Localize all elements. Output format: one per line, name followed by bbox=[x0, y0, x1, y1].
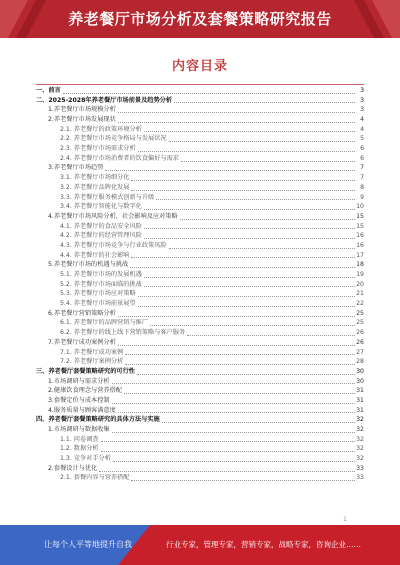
toc-entry-page: 4 bbox=[360, 116, 364, 124]
toc-entry[interactable] bbox=[36, 406, 364, 416]
toc-entry-page: 3 bbox=[360, 96, 364, 104]
toc-entry-page: 6 bbox=[360, 145, 364, 153]
toc-entry-page: 15 bbox=[356, 222, 364, 230]
toc-leader-dots bbox=[131, 480, 355, 481]
toc-entry-page: 26 bbox=[356, 338, 364, 346]
toc-entry-page: 4 bbox=[360, 125, 364, 133]
toc-entry[interactable] bbox=[36, 309, 364, 319]
toc-entry-page: 30 bbox=[356, 367, 364, 375]
toc-entry-title: 4.养老餐厅市场风险分析，社会影响及应对策略 bbox=[48, 212, 178, 220]
toc-entry[interactable] bbox=[36, 299, 364, 309]
toc-entry-page: 31 bbox=[356, 387, 364, 395]
toc-leader-dots bbox=[101, 451, 355, 452]
toc-entry-page: 26 bbox=[356, 329, 364, 337]
toc-entry-page: 3 bbox=[360, 86, 364, 94]
toc-entry[interactable] bbox=[36, 144, 364, 154]
toc-entry[interactable] bbox=[36, 202, 364, 212]
toc-entry-page: 31 bbox=[356, 406, 364, 414]
toc-entry-page: 20 bbox=[356, 280, 364, 288]
toc-entry-title: 1.3. 竞争对手分析 bbox=[60, 455, 111, 463]
toc-entry-page: 25 bbox=[356, 319, 364, 327]
toc-entry-page: 15 bbox=[356, 212, 364, 220]
toc-entry[interactable] bbox=[36, 212, 364, 222]
toc-entry-title: 6.1. 养老餐厅的品牌营销与推广 bbox=[60, 319, 149, 327]
toc-leader-dots bbox=[138, 296, 355, 297]
toc-entry[interactable] bbox=[36, 328, 364, 338]
toc-leader-dots bbox=[125, 354, 355, 355]
toc-entry[interactable] bbox=[36, 231, 364, 241]
toc-entry-title: 5.2. 养老餐厅市场面临的挑战 bbox=[60, 280, 142, 288]
toc-entry-title: 2.2. 养老餐厅市场竞争格局与发展状况 bbox=[60, 135, 167, 143]
toc-entry-page: 25 bbox=[356, 309, 364, 317]
page-number: 1 bbox=[343, 516, 347, 523]
toc-leader-dots bbox=[112, 383, 355, 384]
toc-leader-dots bbox=[144, 228, 355, 229]
toc-leader-dots bbox=[125, 364, 355, 365]
toc-leader-dots bbox=[181, 161, 355, 162]
toc-entry-title: 3.1. 养老餐厅市场细分化 bbox=[60, 174, 130, 182]
toc-entry[interactable] bbox=[36, 415, 364, 425]
table-of-contents bbox=[36, 86, 364, 483]
toc-entry-page: 28 bbox=[356, 358, 364, 366]
toc-entry[interactable] bbox=[36, 134, 364, 144]
toc-entry[interactable] bbox=[36, 280, 364, 290]
toc-entry-page: 30 bbox=[356, 377, 364, 385]
report-title: 养老餐厅市场分析及套餐策略研究报告 bbox=[68, 10, 332, 28]
toc-entry[interactable] bbox=[36, 425, 364, 435]
toc-entry[interactable] bbox=[36, 251, 364, 261]
toc-leader-dots bbox=[118, 112, 355, 113]
toc-entry-title: 2.3. 养老餐厅市场需求分析 bbox=[60, 145, 136, 153]
toc-entry-title: 2.1. 套餐内容与营养搭配 bbox=[60, 474, 130, 482]
toc-entry-page: 33 bbox=[356, 474, 364, 482]
toc-entry[interactable] bbox=[36, 241, 364, 251]
footer-expert-list: 行业专家，管理专家，营销专家，战略专家，咨询企业…… bbox=[166, 540, 361, 549]
toc-leader-dots bbox=[112, 403, 355, 404]
toc-entry[interactable] bbox=[36, 464, 364, 474]
toc-entry-page: 31 bbox=[356, 396, 364, 404]
toc-entry[interactable] bbox=[36, 367, 364, 377]
toc-entry[interactable] bbox=[36, 105, 364, 115]
toc-entry-title: 1.1. 问卷调查 bbox=[60, 435, 99, 443]
toc-leader-dots bbox=[144, 131, 355, 132]
toc-leader-dots bbox=[118, 316, 355, 317]
toc-entry-title: 7.1. 养老餐厅成功案例 bbox=[60, 348, 124, 356]
toc-leader-dots bbox=[63, 93, 355, 94]
toc-entry[interactable] bbox=[36, 386, 364, 396]
toc-entry[interactable] bbox=[36, 96, 364, 106]
toc-leader-dots bbox=[144, 238, 355, 239]
toc-entry-page: 7 bbox=[360, 164, 364, 172]
toc-leader-dots bbox=[131, 257, 355, 258]
toc-leader-dots bbox=[150, 325, 355, 326]
toc-entry-page: 9 bbox=[360, 193, 364, 201]
toc-entry-title: 3.养老餐厅市场趋势 bbox=[48, 164, 104, 172]
toc-entry-page: 32 bbox=[356, 435, 364, 443]
toc-entry-title: 4.2. 养老餐厅的经营管理风险 bbox=[60, 232, 142, 240]
toc-leader-dots bbox=[174, 102, 355, 103]
toc-leader-dots bbox=[138, 306, 355, 307]
toc-leader-dots bbox=[130, 267, 355, 268]
toc-entry[interactable] bbox=[36, 260, 364, 270]
toc-entry-title: 7.2. 养老餐厅案例分析 bbox=[60, 358, 124, 366]
toc-leader-dots bbox=[144, 277, 355, 278]
toc-entry-page: 17 bbox=[356, 251, 364, 259]
toc-leader-dots bbox=[131, 190, 355, 191]
toc-leader-dots bbox=[144, 209, 355, 210]
toc-entry-page: 10 bbox=[356, 203, 364, 211]
toc-entry-page: 8 bbox=[360, 183, 364, 191]
toc-entry[interactable] bbox=[36, 454, 364, 464]
toc-entry-title: 1.市场调研与需求分析 bbox=[48, 377, 110, 385]
toc-entry[interactable] bbox=[36, 173, 364, 183]
toc-entry-title: 2.4. 养老餐厅市场消费者的饮食偏好与需求 bbox=[60, 154, 179, 162]
toc-entry-title: 6.养老餐厅营销策略分析 bbox=[48, 309, 116, 317]
toc-entry-title: 4.服务质量与顾客满意度 bbox=[48, 406, 116, 414]
toc-divider bbox=[36, 84, 364, 85]
toc-entry-title: 二、2025-2028年养老餐厅市场前景及趋势分析 bbox=[36, 96, 173, 104]
toc-entry-page: 3 bbox=[360, 106, 364, 114]
toc-entry-title: 4.4. 养老餐厅的社会影响 bbox=[60, 251, 130, 259]
toc-entry-title: 2.1. 养老餐厅的政策环境分析 bbox=[60, 125, 142, 133]
toc-entry[interactable] bbox=[36, 270, 364, 280]
toc-entry-title: 5.3. 养老餐厅市场应对策略 bbox=[60, 290, 136, 298]
toc-entry-title: 5.4. 养老餐厅市场前景展望 bbox=[60, 300, 136, 308]
toc-entry[interactable] bbox=[36, 183, 364, 193]
toc-leader-dots bbox=[137, 374, 355, 375]
toc-entry-title: 1.市场调研与数据收集 bbox=[48, 426, 110, 434]
toc-entry-page: 33 bbox=[356, 464, 364, 472]
toc-entry-page: 19 bbox=[356, 271, 364, 279]
toc-entry[interactable] bbox=[36, 193, 364, 203]
toc-entry-page: 32 bbox=[356, 426, 364, 434]
toc-entry-page: 27 bbox=[356, 348, 364, 356]
toc-leader-dots bbox=[169, 141, 355, 142]
toc-entry-title: 5.养老餐厅市场的机遇与挑战 bbox=[48, 261, 129, 269]
toc-entry-page: 18 bbox=[356, 261, 364, 269]
toc-entry-page: 16 bbox=[356, 232, 364, 240]
toc-entry-title: 6.2. 养老餐厅的线上线下营销策略与客户服务 bbox=[60, 329, 186, 337]
toc-entry-page: 7 bbox=[360, 174, 364, 182]
toc-entry-page: 32 bbox=[356, 455, 364, 463]
toc-entry[interactable] bbox=[36, 115, 364, 125]
toc-entry[interactable] bbox=[36, 319, 364, 329]
toc-entry-title: 3.套餐定价与成本控制 bbox=[48, 396, 110, 404]
toc-entry-title: 2.套餐设计与优化 bbox=[48, 464, 98, 472]
toc-entry-title: 2.健康饮食理念与营养搭配 bbox=[48, 387, 122, 395]
toc-entry-title: 三、养老餐厅套餐策略研究的可行性 bbox=[36, 367, 135, 375]
toc-leader-dots bbox=[101, 441, 355, 442]
toc-entry[interactable] bbox=[36, 125, 364, 135]
toc-entry-title: 3.2. 养老餐厅品牌化发展 bbox=[60, 183, 130, 191]
toc-entry[interactable] bbox=[36, 289, 364, 299]
toc-leader-dots bbox=[113, 461, 355, 462]
toc-entry-title: 3.3. 养老餐厅服务模式创新与升级 bbox=[60, 193, 155, 201]
toc-entry-page: 32 bbox=[356, 445, 364, 453]
toc-leader-dots bbox=[187, 335, 355, 336]
toc-leader-dots bbox=[180, 219, 355, 220]
toc-leader-dots bbox=[156, 199, 355, 200]
toc-entry[interactable] bbox=[36, 474, 364, 484]
toc-leader-dots bbox=[118, 122, 355, 123]
toc-leader-dots bbox=[169, 248, 355, 249]
toc-entry-title: 4.1. 养老餐厅的食品安全风险 bbox=[60, 222, 142, 230]
toc-leader-dots bbox=[138, 151, 355, 152]
toc-entry-page: 5 bbox=[360, 135, 364, 143]
footer-banner bbox=[0, 525, 400, 565]
toc-entry-title: 一、前言 bbox=[36, 86, 61, 94]
toc-entry-title: 3.4. 养老餐厅智能化与数字化 bbox=[60, 203, 142, 211]
toc-entry-title: 5.1. 养老餐厅市场的发展机遇 bbox=[60, 271, 142, 279]
toc-entry-title: 4.3. 养老餐厅市场竞争与行业政策风险 bbox=[60, 241, 167, 249]
toc-leader-dots bbox=[112, 432, 355, 433]
toc-entry[interactable] bbox=[36, 435, 364, 445]
toc-entry[interactable] bbox=[36, 396, 364, 406]
toc-entry-title: 1.养老餐厅市场规模分析 bbox=[48, 106, 116, 114]
toc-entry[interactable] bbox=[36, 348, 364, 358]
toc-entry-title: 2.养老餐厅市场发展现状 bbox=[48, 116, 116, 124]
toc-leader-dots bbox=[118, 412, 355, 413]
toc-entry-page: 6 bbox=[360, 154, 364, 162]
toc-entry-title: 1.2. 数据分析 bbox=[60, 445, 99, 453]
toc-entry-title: 四、养老餐厅套餐策略研究的具体方法与实施 bbox=[36, 416, 160, 424]
toc-entry[interactable] bbox=[36, 154, 364, 164]
toc-leader-dots bbox=[144, 286, 355, 287]
toc-leader-dots bbox=[162, 422, 355, 423]
toc-entry-title: 7.养老餐厅成功案例分析 bbox=[48, 338, 116, 346]
toc-entry[interactable] bbox=[36, 222, 364, 232]
toc-leader-dots bbox=[99, 471, 355, 472]
toc-entry-page: 16 bbox=[356, 241, 364, 249]
toc-entry[interactable] bbox=[36, 357, 364, 367]
toc-entry[interactable] bbox=[36, 377, 364, 387]
toc-leader-dots bbox=[118, 345, 355, 346]
toc-leader-dots bbox=[124, 393, 355, 394]
header-banner bbox=[0, 0, 400, 38]
toc-entry[interactable] bbox=[36, 86, 364, 96]
footer-slogan: 让每个人平等地提升自我 bbox=[44, 540, 132, 549]
toc-leader-dots bbox=[131, 180, 355, 181]
toc-heading: 内容目录 bbox=[171, 59, 228, 74]
toc-entry[interactable] bbox=[36, 164, 364, 174]
toc-leader-dots bbox=[105, 170, 355, 171]
toc-entry-page: 32 bbox=[356, 416, 364, 424]
toc-entry-page: 21 bbox=[356, 290, 364, 298]
toc-entry[interactable] bbox=[36, 338, 364, 348]
toc-entry[interactable] bbox=[36, 444, 364, 454]
toc-entry-page: 22 bbox=[356, 300, 364, 308]
